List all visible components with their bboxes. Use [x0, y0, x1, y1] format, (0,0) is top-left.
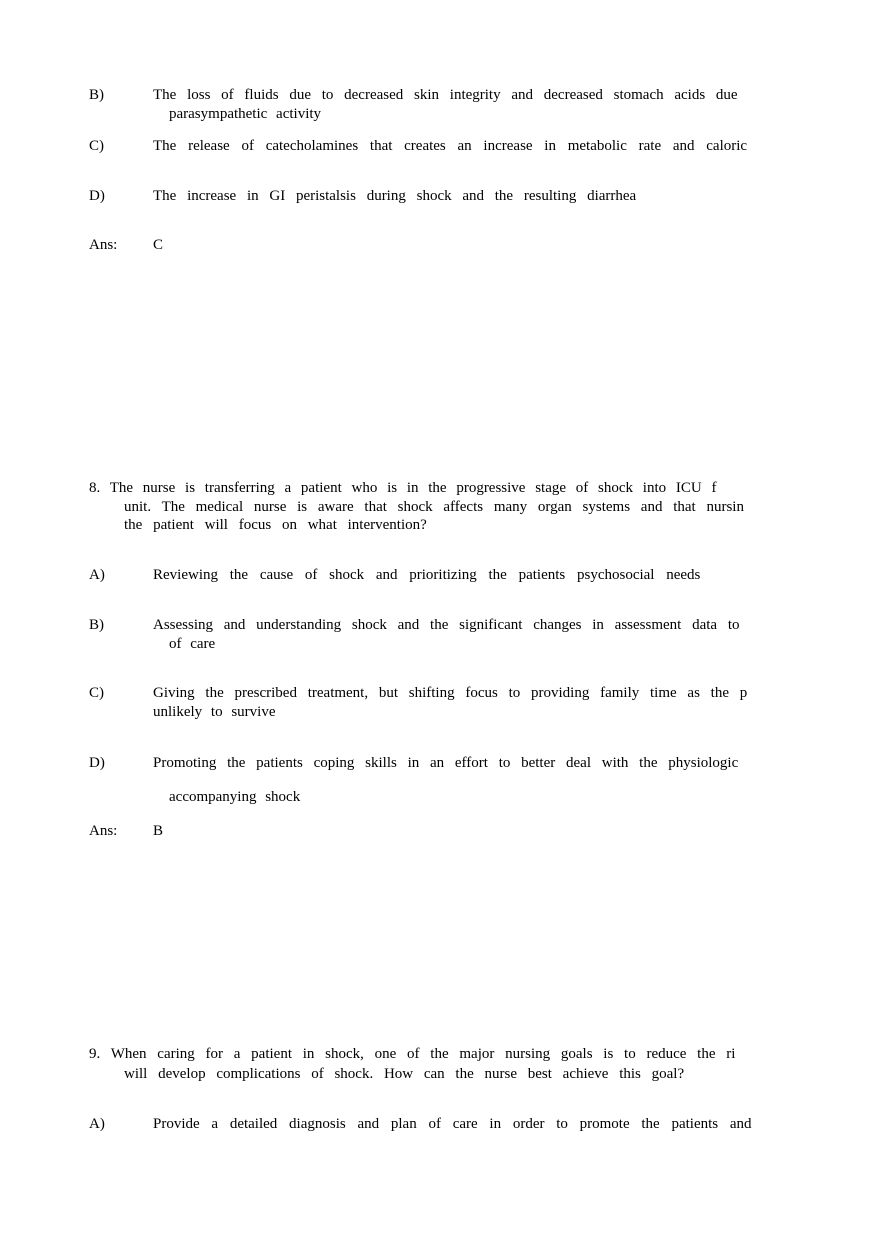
answer-value: C	[153, 237, 164, 253]
option-label: B)	[89, 87, 104, 103]
question-stem: 9. When caring for a patient in shock, one of the major nursing goals is to reduce the ri	[89, 1046, 736, 1062]
option-text: Giving the prescribed treatment, but shifting focus to providing family time as the p	[153, 685, 748, 701]
answer-label: Ans:	[89, 237, 118, 253]
option-label: C)	[89, 138, 104, 154]
question-stem-continued: will develop complications of shock. How can the nurse best achieve this goal?	[124, 1066, 685, 1082]
question-stem-continued: unit. The medical nurse is aware that shock affects many organ systems and that nursin	[124, 499, 744, 515]
option-label: A)	[89, 567, 105, 583]
option-label: B)	[89, 617, 104, 633]
option-text-continued: of care	[169, 636, 216, 652]
answer-label: Ans:	[89, 823, 118, 839]
option-label: D)	[89, 755, 105, 771]
option-text: The increase in GI peristalsis during shock and the resulting diarrhea	[153, 188, 637, 204]
option-text: Promoting the patients coping skills in an effort to better deal with the physiologic	[153, 755, 739, 771]
option-label: D)	[89, 188, 105, 204]
option-text: The release of catecholamines that creates an increase in metabolic rate and caloric	[153, 138, 748, 154]
option-text-continued: unlikely to survive	[153, 704, 276, 720]
option-text: Assessing and understanding shock and the significant changes in assessment data to	[153, 617, 740, 633]
option-text: Reviewing the cause of shock and prioritizing the patients psychosocial needs	[153, 567, 701, 583]
question-stem-continued: the patient will focus on what intervention?	[124, 517, 427, 533]
option-text: Provide a detailed diagnosis and plan of care in order to promote the patients and	[153, 1116, 752, 1132]
option-text: The loss of fluids due to decreased skin integrity and decreased stomach acids due	[153, 87, 738, 103]
option-label: A)	[89, 1116, 105, 1132]
option-text-continued: accompanying shock	[169, 789, 301, 805]
answer-value: B	[153, 823, 164, 839]
option-label: C)	[89, 685, 104, 701]
question-stem: 8. The nurse is transferring a patient who is in the progressive stage of shock into ICU f	[89, 480, 717, 496]
option-text-continued: parasympathetic activity	[169, 106, 322, 122]
